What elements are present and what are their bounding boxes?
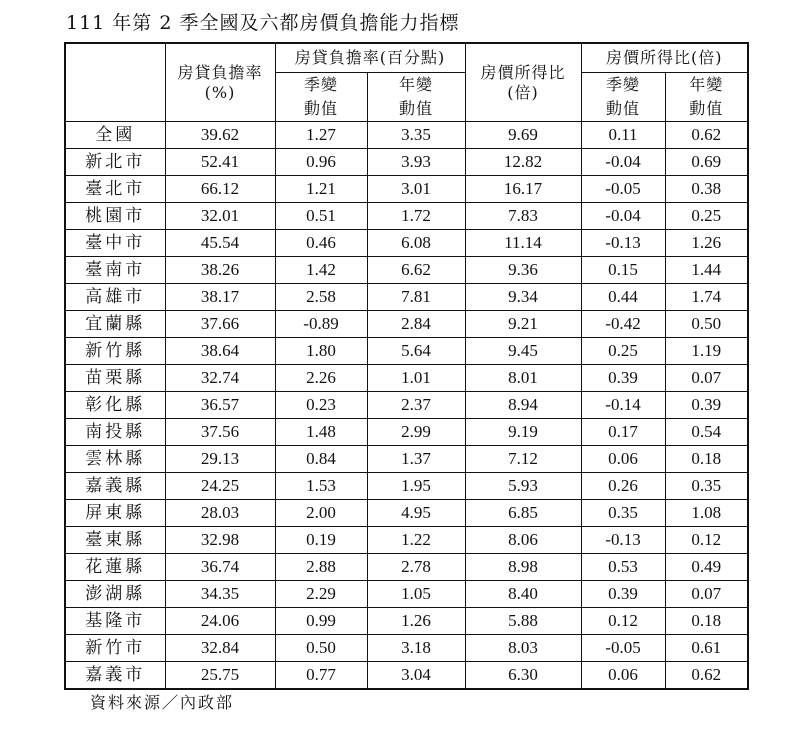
cell-region-name: 桃園市 (65, 203, 165, 230)
cell-mortgage-yoy: 2.84 (367, 311, 465, 338)
table-row (65, 446, 748, 473)
cell-pir-yoy: 0.07 (665, 581, 748, 608)
cell-mortgage-yoy: 1.22 (367, 527, 465, 554)
table-row (65, 662, 748, 690)
cell-pir: 9.36 (465, 257, 581, 284)
cell-mortgage-ratio: 38.26 (165, 257, 275, 284)
table-row (65, 581, 748, 608)
table-row (65, 635, 748, 662)
cell-mortgage-yoy: 2.99 (367, 419, 465, 446)
cell-pir-qoq: 0.15 (581, 257, 665, 284)
header-mortgage-yoy (367, 73, 465, 122)
cell-mortgage-qoq: 0.19 (275, 527, 367, 554)
header-mortgage-yoy-line2: 動值 (398, 99, 433, 118)
cell-region-name: 嘉義市 (65, 662, 165, 690)
cell-mortgage-yoy: 1.01 (367, 365, 465, 392)
cell-pir-yoy: 0.38 (665, 176, 748, 203)
cell-mortgage-yoy: 5.64 (367, 338, 465, 365)
table-row (65, 527, 748, 554)
cell-pir: 8.40 (465, 581, 581, 608)
cell-pir-yoy: 1.74 (665, 284, 748, 311)
cell-pir-yoy: 0.35 (665, 473, 748, 500)
cell-region-name: 雲林縣 (65, 446, 165, 473)
cell-pir-qoq: -0.05 (581, 176, 665, 203)
cell-mortgage-qoq: -0.89 (275, 311, 367, 338)
cell-pir-qoq: 0.39 (581, 581, 665, 608)
table-row (65, 365, 748, 392)
cell-mortgage-yoy: 3.93 (367, 149, 465, 176)
cell-mortgage-ratio: 24.25 (165, 473, 275, 500)
cell-region-name: 臺南市 (65, 257, 165, 284)
cell-pir: 8.98 (465, 554, 581, 581)
cell-pir-qoq: 0.06 (581, 446, 665, 473)
cell-mortgage-ratio: 36.57 (165, 392, 275, 419)
cell-mortgage-qoq: 2.58 (275, 284, 367, 311)
cell-pir-qoq: 0.12 (581, 608, 665, 635)
cell-pir: 8.01 (465, 365, 581, 392)
cell-pir-yoy: 1.08 (665, 500, 748, 527)
cell-pir: 7.83 (465, 203, 581, 230)
cell-pir-yoy: 0.69 (665, 149, 748, 176)
cell-mortgage-qoq: 0.46 (275, 230, 367, 257)
cell-pir: 9.45 (465, 338, 581, 365)
header-mortgage-yoy-line1: 年變 (398, 75, 433, 94)
cell-pir-yoy: 0.62 (665, 662, 748, 690)
cell-mortgage-qoq: 1.21 (275, 176, 367, 203)
cell-pir-yoy: 0.18 (665, 446, 748, 473)
cell-pir: 9.21 (465, 311, 581, 338)
cell-pir: 8.06 (465, 527, 581, 554)
cell-mortgage-qoq: 0.50 (275, 635, 367, 662)
cell-mortgage-qoq: 0.51 (275, 203, 367, 230)
header-pir-yoy-line2: 動值 (689, 99, 724, 118)
cell-pir-yoy: 0.12 (665, 527, 748, 554)
cell-pir-qoq: -0.04 (581, 149, 665, 176)
cell-mortgage-qoq: 1.42 (275, 257, 367, 284)
cell-region-name: 全國 (65, 122, 165, 149)
cell-mortgage-ratio: 52.41 (165, 149, 275, 176)
header-pir-unit: (倍) (507, 82, 539, 102)
cell-region-name: 嘉義縣 (65, 473, 165, 500)
cell-mortgage-qoq: 0.77 (275, 662, 367, 690)
cell-mortgage-ratio: 38.17 (165, 284, 275, 311)
cell-mortgage-ratio: 37.66 (165, 311, 275, 338)
table-body (65, 122, 748, 690)
cell-pir: 9.34 (465, 284, 581, 311)
cell-pir: 7.12 (465, 446, 581, 473)
cell-mortgage-yoy: 6.08 (367, 230, 465, 257)
header-pir (465, 43, 581, 122)
cell-pir-qoq: 0.25 (581, 338, 665, 365)
cell-mortgage-qoq: 1.80 (275, 338, 367, 365)
cell-pir: 8.94 (465, 392, 581, 419)
cell-pir-qoq: 0.39 (581, 365, 665, 392)
header-region (65, 43, 165, 122)
cell-mortgage-ratio: 36.74 (165, 554, 275, 581)
cell-mortgage-ratio: 34.35 (165, 581, 275, 608)
cell-region-name: 彰化縣 (65, 392, 165, 419)
cell-pir-yoy: 0.25 (665, 203, 748, 230)
housing-affordability-table (64, 42, 749, 690)
cell-region-name: 高雄市 (65, 284, 165, 311)
cell-pir: 6.30 (465, 662, 581, 690)
cell-pir-yoy: 0.07 (665, 365, 748, 392)
cell-region-name: 南投縣 (65, 419, 165, 446)
cell-mortgage-qoq: 1.53 (275, 473, 367, 500)
cell-pir: 12.82 (465, 149, 581, 176)
cell-region-name: 新竹縣 (65, 338, 165, 365)
cell-region-name: 新北市 (65, 149, 165, 176)
table-row (65, 257, 748, 284)
cell-mortgage-yoy: 6.62 (367, 257, 465, 284)
cell-pir-qoq: 0.35 (581, 500, 665, 527)
cell-mortgage-ratio: 25.75 (165, 662, 275, 690)
cell-mortgage-yoy: 1.05 (367, 581, 465, 608)
cell-pir: 16.17 (465, 176, 581, 203)
cell-pir-yoy: 0.54 (665, 419, 748, 446)
cell-pir: 9.69 (465, 122, 581, 149)
header-mortgage-qoq-line2: 動值 (303, 99, 338, 118)
cell-mortgage-qoq: 0.84 (275, 446, 367, 473)
cell-mortgage-ratio: 39.62 (165, 122, 275, 149)
cell-mortgage-qoq: 0.23 (275, 392, 367, 419)
cell-mortgage-ratio: 29.13 (165, 446, 275, 473)
cell-region-name: 新竹市 (65, 635, 165, 662)
table-row (65, 122, 748, 149)
cell-mortgage-ratio: 66.12 (165, 176, 275, 203)
cell-region-name: 臺東縣 (65, 527, 165, 554)
header-mortgage-change-group: 房貸負擔率(百分點) (275, 43, 465, 73)
cell-mortgage-ratio: 45.54 (165, 230, 275, 257)
cell-pir: 8.03 (465, 635, 581, 662)
cell-region-name: 花蓮縣 (65, 554, 165, 581)
table-row (65, 392, 748, 419)
cell-region-name: 澎湖縣 (65, 581, 165, 608)
cell-pir-yoy: 0.62 (665, 122, 748, 149)
table-row (65, 203, 748, 230)
cell-pir-qoq: 0.26 (581, 473, 665, 500)
cell-pir-yoy: 1.44 (665, 257, 748, 284)
table-row (65, 419, 748, 446)
cell-mortgage-yoy: 7.81 (367, 284, 465, 311)
header-mortgage-qoq (275, 73, 367, 122)
cell-region-name: 臺北市 (65, 176, 165, 203)
cell-region-name: 屏東縣 (65, 500, 165, 527)
header-pir-qoq-line1: 季變 (605, 75, 640, 94)
cell-pir-yoy: 1.19 (665, 338, 748, 365)
cell-pir-qoq: 0.17 (581, 419, 665, 446)
cell-pir-qoq: -0.13 (581, 230, 665, 257)
header-mortgage-ratio (165, 43, 275, 122)
table-row (65, 500, 748, 527)
table-row (65, 608, 748, 635)
cell-mortgage-yoy: 2.78 (367, 554, 465, 581)
table-row (65, 176, 748, 203)
cell-mortgage-yoy: 3.01 (367, 176, 465, 203)
cell-pir: 6.85 (465, 500, 581, 527)
header-pir-qoq (581, 73, 665, 122)
cell-pir: 9.19 (465, 419, 581, 446)
table-row (65, 311, 748, 338)
cell-mortgage-qoq: 0.99 (275, 608, 367, 635)
cell-pir-qoq: -0.04 (581, 203, 665, 230)
cell-pir: 5.88 (465, 608, 581, 635)
cell-pir-yoy: 0.61 (665, 635, 748, 662)
table-row (65, 473, 748, 500)
cell-pir-yoy: 0.18 (665, 608, 748, 635)
cell-mortgage-ratio: 32.74 (165, 365, 275, 392)
cell-mortgage-qoq: 1.27 (275, 122, 367, 149)
cell-mortgage-ratio: 32.01 (165, 203, 275, 230)
cell-mortgage-qoq: 2.00 (275, 500, 367, 527)
cell-pir-yoy: 0.39 (665, 392, 748, 419)
header-pir-qoq-line2: 動值 (605, 99, 640, 118)
table-title: 111 年第 2 季全國及六都房價負擔能力指標 (66, 12, 460, 34)
cell-mortgage-ratio: 37.56 (165, 419, 275, 446)
cell-mortgage-yoy: 3.04 (367, 662, 465, 690)
cell-mortgage-yoy: 3.18 (367, 635, 465, 662)
cell-pir-qoq: 0.06 (581, 662, 665, 690)
header-pir-label: 房價所得比 (480, 63, 566, 83)
header-mortgage-ratio-unit: (%) (204, 82, 236, 102)
header-pir-yoy-line1: 年變 (689, 75, 724, 94)
cell-mortgage-qoq: 0.96 (275, 149, 367, 176)
header-mortgage-qoq-line1: 季變 (303, 75, 338, 94)
table-row (65, 284, 748, 311)
cell-pir-qoq: -0.42 (581, 311, 665, 338)
cell-mortgage-ratio: 32.98 (165, 527, 275, 554)
table-row (65, 230, 748, 257)
cell-pir-qoq: -0.14 (581, 392, 665, 419)
header-pir-change-group: 房價所得比(倍) (581, 43, 748, 73)
cell-mortgage-qoq: 2.29 (275, 581, 367, 608)
cell-mortgage-yoy: 1.72 (367, 203, 465, 230)
cell-region-name: 苗栗縣 (65, 365, 165, 392)
cell-mortgage-yoy: 4.95 (367, 500, 465, 527)
cell-region-name: 臺中市 (65, 230, 165, 257)
cell-mortgage-ratio: 32.84 (165, 635, 275, 662)
header-mortgage-ratio-label: 房貸負擔率 (177, 63, 263, 83)
cell-region-name: 宜蘭縣 (65, 311, 165, 338)
cell-mortgage-yoy: 1.95 (367, 473, 465, 500)
cell-pir-qoq: 0.44 (581, 284, 665, 311)
cell-mortgage-ratio: 24.06 (165, 608, 275, 635)
cell-pir-yoy: 1.26 (665, 230, 748, 257)
table-row (65, 149, 748, 176)
table-row (65, 554, 748, 581)
cell-mortgage-qoq: 1.48 (275, 419, 367, 446)
header-pir-yoy (665, 73, 748, 122)
cell-pir-qoq: 0.11 (581, 122, 665, 149)
cell-mortgage-yoy: 1.37 (367, 446, 465, 473)
cell-pir: 5.93 (465, 473, 581, 500)
cell-pir: 11.14 (465, 230, 581, 257)
cell-mortgage-yoy: 3.35 (367, 122, 465, 149)
cell-mortgage-qoq: 2.26 (275, 365, 367, 392)
cell-mortgage-ratio: 28.03 (165, 500, 275, 527)
cell-pir-yoy: 0.50 (665, 311, 748, 338)
cell-mortgage-qoq: 2.88 (275, 554, 367, 581)
source-note: 資料來源／內政部 (90, 693, 235, 712)
table-row (65, 338, 748, 365)
cell-pir-yoy: 0.49 (665, 554, 748, 581)
cell-pir-qoq: -0.05 (581, 635, 665, 662)
cell-mortgage-yoy: 2.37 (367, 392, 465, 419)
cell-region-name: 基隆市 (65, 608, 165, 635)
cell-pir-qoq: -0.13 (581, 527, 665, 554)
cell-mortgage-yoy: 1.26 (367, 608, 465, 635)
cell-mortgage-ratio: 38.64 (165, 338, 275, 365)
cell-pir-qoq: 0.53 (581, 554, 665, 581)
